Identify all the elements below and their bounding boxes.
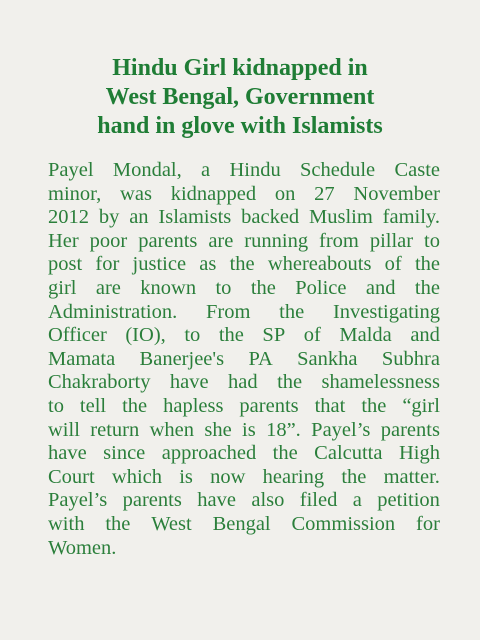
body-word: shamelessness (321, 371, 440, 394)
body-word: “girl (402, 394, 440, 417)
body-word: had (228, 371, 258, 394)
body-line (48, 159, 440, 183)
body-line (48, 324, 440, 348)
body-word: from (319, 229, 359, 252)
body-word: Islamists (158, 206, 232, 229)
body-word: girl (48, 276, 77, 299)
body-word: West (151, 512, 192, 535)
body-word: Officer (48, 324, 107, 347)
body-word: 18”. (266, 418, 301, 441)
body-word: parents (138, 229, 198, 252)
body-word: on (274, 182, 296, 205)
body-word: to (184, 324, 201, 347)
body-word: with (48, 512, 85, 535)
body-line (48, 253, 440, 277)
body-word: the (105, 512, 131, 535)
body-word: since (103, 442, 146, 465)
body-line (48, 230, 440, 254)
body-word: SP (262, 324, 286, 347)
body-word: poor (89, 229, 128, 252)
body-word: post (48, 253, 83, 276)
body-word: the (272, 442, 298, 465)
body-line (48, 395, 440, 419)
body-word: Caste (394, 159, 440, 181)
body-word: and (410, 324, 440, 347)
body-word: Malda (339, 324, 392, 347)
body-word: she (204, 418, 232, 441)
body-word: Investigating (332, 300, 440, 323)
body-word: running (244, 229, 309, 252)
body-word: High (398, 442, 440, 465)
body-word: the (277, 371, 303, 394)
body-word: matter. (383, 465, 440, 488)
body-word: of (384, 253, 402, 276)
body-word: will (48, 418, 80, 441)
body-word: Police (295, 276, 347, 299)
body-line (48, 371, 440, 395)
body-word: Chakraborty (48, 371, 151, 394)
body-word: Women. (48, 536, 117, 559)
body-word: the (414, 276, 440, 299)
body-word: Subhra (381, 347, 440, 370)
body-line (48, 301, 440, 325)
body-word: have (169, 371, 209, 394)
body-word: was (120, 182, 152, 205)
body-word: Administration. (48, 300, 178, 323)
article-headline (48, 54, 432, 141)
body-line (48, 489, 440, 513)
body-word: the (122, 394, 148, 417)
body-word: justice (132, 253, 187, 276)
body-word: parents (380, 418, 440, 441)
body-word: filed (299, 489, 338, 512)
body-word: Schedule (300, 159, 376, 181)
body-line (48, 419, 440, 443)
body-word: also (251, 489, 285, 512)
body-word: hearing (262, 465, 325, 488)
body-word: kidnapped (170, 182, 257, 205)
body-word: by (98, 206, 120, 229)
body-line (48, 348, 440, 372)
body-word: for (416, 512, 440, 535)
body-word: parents (239, 394, 299, 417)
body-word: the (218, 324, 244, 347)
body-line (48, 206, 440, 230)
body-word: parents (122, 489, 182, 512)
body-word: November (353, 182, 440, 205)
body-word: 27 (314, 182, 335, 205)
body-word: Payel’s (48, 489, 108, 512)
body-word: an (129, 206, 149, 229)
body-line (48, 513, 440, 537)
body-line (48, 277, 440, 301)
body-word: have (48, 442, 87, 465)
headline-line: hand in glove with Islamists (97, 113, 383, 139)
body-word: the (279, 300, 305, 323)
body-word: Her (48, 229, 79, 252)
body-word: a (201, 159, 211, 181)
body-word: is (242, 418, 256, 441)
body-word: to (215, 276, 232, 299)
body-word: for (95, 253, 120, 276)
body-word: the (361, 394, 387, 417)
body-word: From (206, 300, 251, 323)
body-word: now (210, 465, 246, 488)
body-word: Mamata (48, 347, 116, 370)
body-word: which (111, 465, 163, 488)
body-word: PA (248, 347, 273, 370)
body-word: 2012 (48, 206, 89, 229)
body-word: Muslim (309, 206, 373, 229)
body-word: have (197, 489, 236, 512)
body-word: Bengal (212, 512, 271, 535)
body-word: hapless (163, 394, 224, 417)
body-word: return (90, 418, 140, 441)
body-word: and (365, 276, 396, 299)
body-word: Payel’s (311, 418, 371, 441)
body-word: that (314, 394, 346, 417)
body-word: Banerjee's (139, 347, 225, 370)
body-word: are (208, 229, 234, 252)
body-line (48, 537, 440, 561)
body-word: the (229, 253, 255, 276)
body-word: the (414, 253, 440, 276)
body-word: as (199, 253, 217, 276)
body-word: approached (161, 442, 257, 465)
body-word: Court (48, 465, 95, 488)
body-word: (IO), (125, 324, 166, 347)
body-word: whereabouts (267, 253, 372, 276)
body-word: Calcutta (314, 442, 383, 465)
body-word: of (303, 324, 321, 347)
body-word: Sankha (297, 347, 358, 370)
body-word: minor, (48, 182, 102, 205)
body-word: Commission (291, 512, 396, 535)
body-word: petition (377, 489, 440, 512)
body-word: the (250, 276, 276, 299)
body-line (48, 466, 440, 490)
body-word: pillar (369, 229, 414, 252)
body-word: known (140, 276, 197, 299)
body-word: to (48, 394, 64, 417)
article-body (48, 159, 440, 560)
body-word: tell (79, 394, 107, 417)
body-word: Payel (48, 159, 94, 181)
body-word: Hindu (229, 159, 281, 181)
body-word: Mondal, (112, 159, 182, 181)
body-word: to (424, 229, 440, 252)
body-word: family. (382, 206, 440, 229)
headline-line: Hindu Girl kidnapped in (112, 55, 368, 81)
body-word: backed (241, 206, 300, 229)
body-word: a (352, 489, 362, 512)
body-line (48, 183, 440, 207)
headline-line: West Bengal, Government (105, 84, 375, 110)
body-word: when (149, 418, 194, 441)
body-word: is (179, 465, 193, 488)
body-word: the (341, 465, 367, 488)
body-line (48, 442, 440, 466)
body-word: are (95, 276, 121, 299)
